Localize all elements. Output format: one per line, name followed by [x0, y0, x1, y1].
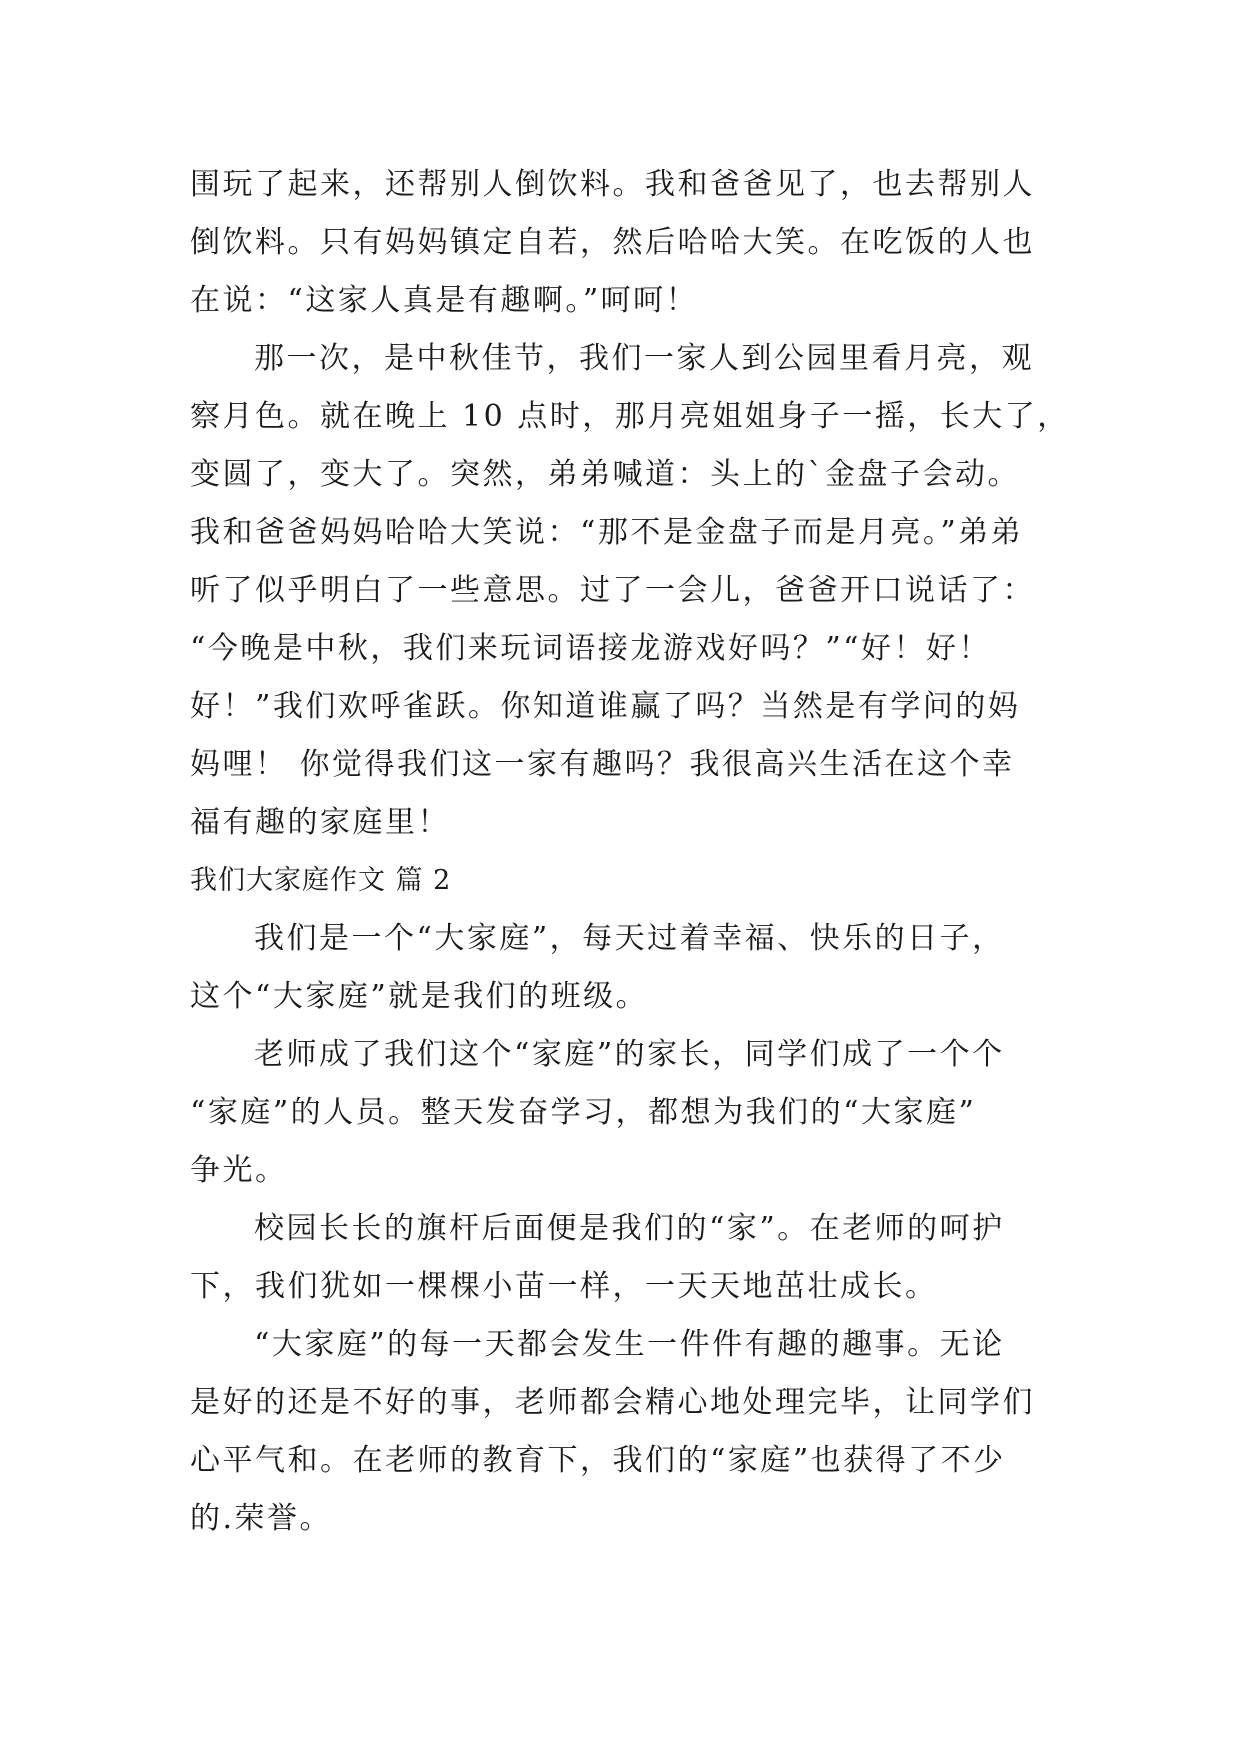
text-line: 是好的还是不好的事，老师都会精心地处理完毕，让同学们 — [190, 1385, 1035, 1420]
text-line: 围玩了起来，还帮别人倒饮料。我和爸爸见了，也去帮别人 — [190, 167, 1035, 202]
document-page — [190, 156, 1070, 1548]
text-line: 心平气和。在老师的教育下，我们的“家庭”也获得了不少 — [190, 1443, 1006, 1478]
text-line: 我们是一个“大家庭”，每天过着幸福、快乐的日子， — [254, 921, 1005, 956]
text-line: 那一次，是中秋佳节，我们一家人到公园里看月亮，观 — [254, 341, 1034, 376]
text-line: 的.荣誉。 — [190, 1501, 333, 1536]
text-line: 我和爸爸妈妈哈哈大笑说：“那不是金盘子而是月亮。”弟弟 — [190, 515, 1024, 550]
paragraph — [190, 1316, 1060, 1548]
text-line: 老师成了我们这个“家庭”的家长，同学们成了一个个 — [254, 1037, 1005, 1072]
paragraph — [190, 1026, 1060, 1200]
paragraph — [190, 330, 1070, 852]
text-line: 这个“大家庭”就是我们的班级。 — [190, 979, 649, 1014]
text-line: “大家庭”的每一天都会发生一件件有趣的趣事。无论 — [254, 1327, 1005, 1362]
text-line: “今晚是中秋，我们来玩词语接龙游戏好吗？”“好！好！ — [190, 631, 992, 666]
text-line: 校园长长的旗杆后面便是我们的“家”。在老师的呵护 — [254, 1211, 1005, 1246]
text-line: 福有趣的家庭里！ — [190, 805, 450, 840]
text-line: 争光。 — [190, 1153, 288, 1188]
text-line: 好！”我们欢呼雀跃。你知道谁赢了吗？当然是有学问的妈 — [190, 689, 1021, 724]
paragraph — [190, 156, 1060, 330]
text-line: 倒饮料。只有妈妈镇定自若，然后哈哈大笑。在吃饭的人也 — [190, 225, 1035, 260]
text-line: 变圆了，变大了。突然，弟弟喊道：头上的`金盘子会动。 — [190, 457, 1020, 492]
paragraph — [190, 1200, 1060, 1316]
text-line: 听了似乎明白了一些意思。过了一会儿，爸爸开口说话了： — [190, 573, 1035, 608]
paragraph — [190, 910, 1060, 1026]
text-line: 妈哩！ 你觉得我们这一家有趣吗？我很高兴生活在这个幸 — [190, 747, 1015, 782]
section-heading: 我们大家庭作文 篇 2 — [190, 865, 452, 896]
text-line: 在说：“这家人真是有趣啊。”呵呵！ — [190, 283, 699, 318]
text-line: 察月色。就在晚上 10 点时，那月亮姐姐身子一摇，长大了， — [190, 399, 1070, 434]
text-line: 下，我们犹如一棵棵小苗一样，一天天地茁壮成长。 — [190, 1269, 938, 1304]
text-line: “家庭”的人员。整天发奋学习，都想为我们的“大家庭” — [190, 1095, 977, 1130]
